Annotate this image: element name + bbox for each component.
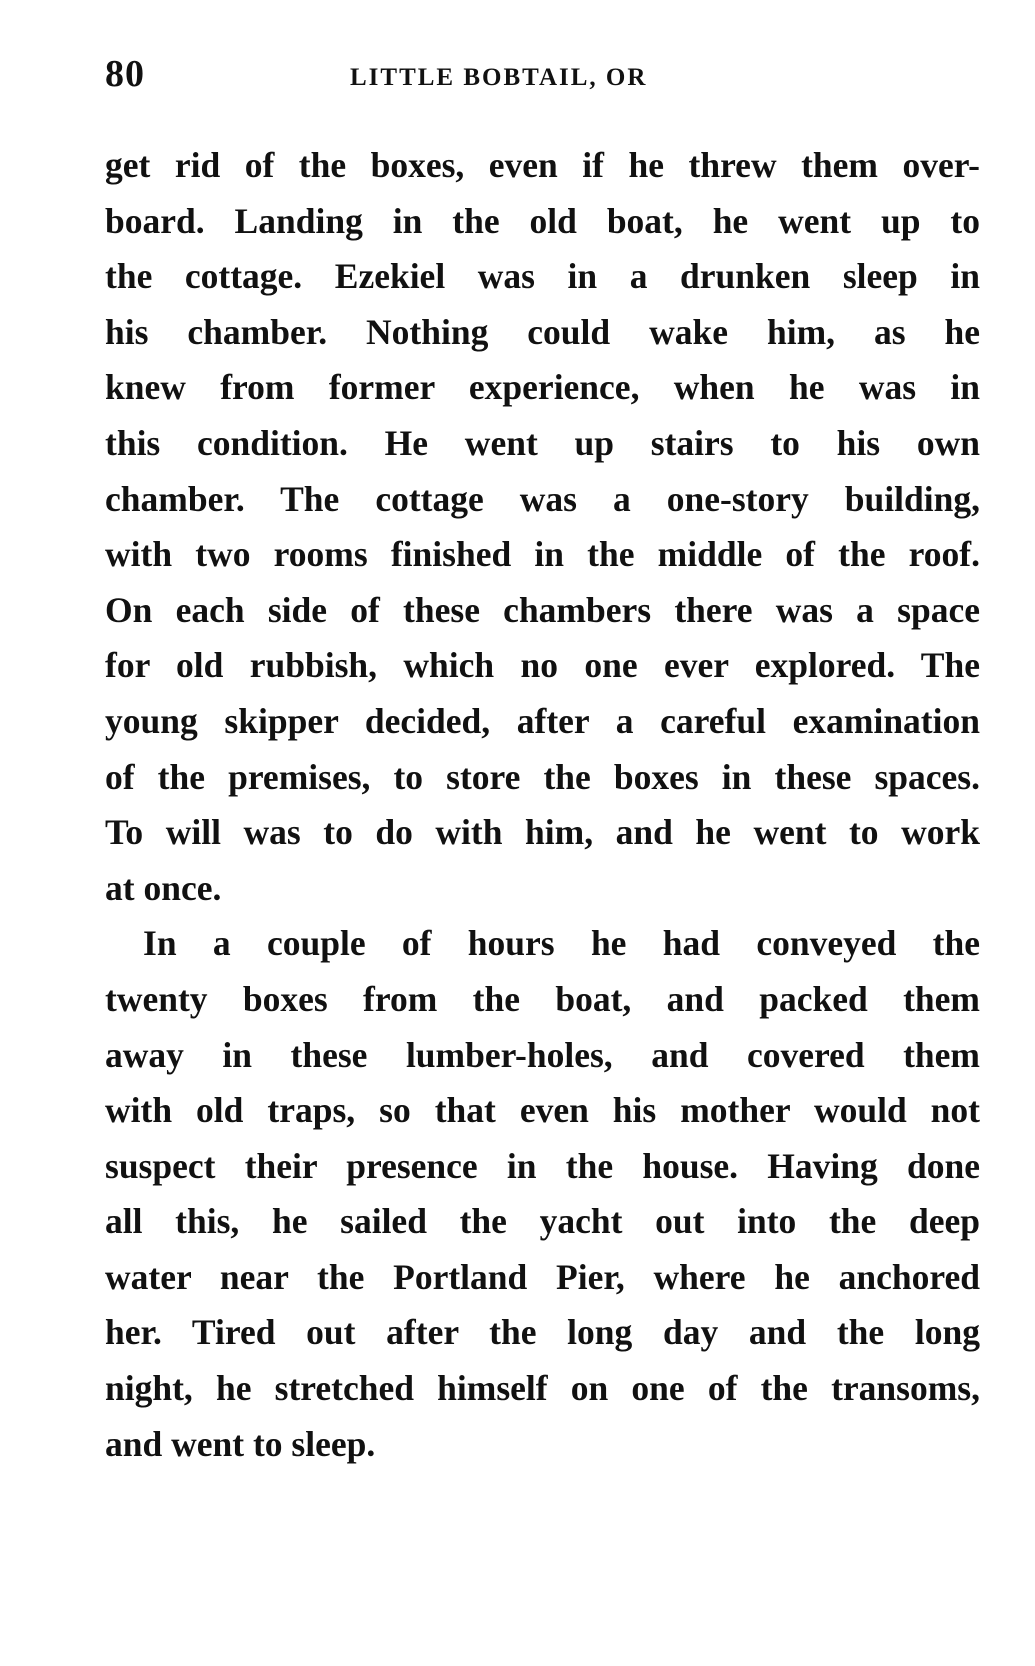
text-line: with old traps, so that even his mother would not xyxy=(105,1090,980,1131)
body-text xyxy=(105,138,980,1472)
text-line: suspect their presence in the house. Having done xyxy=(105,1145,980,1186)
text-line: In a couple of hours he had conveyed the xyxy=(143,923,980,964)
text-line: board. Landing in the old boat, he went up to xyxy=(105,200,980,241)
text-line: his chamber. Nothing could wake him, as he xyxy=(105,311,980,352)
text-line: all this, he sailed the yacht out into the deep xyxy=(105,1201,980,1242)
text-line: water near the Portland Pier, where he anchored xyxy=(105,1256,980,1297)
text-line: for old rubbish, which no one ever explored. The xyxy=(105,645,980,686)
text-line: young skipper decided, after a careful examination xyxy=(105,700,980,741)
text-line: chamber. The cottage was a one-story building, xyxy=(105,478,980,519)
paragraph xyxy=(105,138,980,916)
text-line: To will was to do with him, and he went to work xyxy=(105,812,980,853)
page-number: 80 xyxy=(105,53,145,95)
text-line: this condition. He went up stairs to his own xyxy=(105,422,980,463)
text-line: On each side of these chambers there was a space xyxy=(105,589,980,630)
text-line: night, he stretched himself on one of the transoms, xyxy=(105,1368,980,1409)
running-title: LITTLE BOBTAIL, OR xyxy=(350,64,648,91)
text-line: twenty boxes from the boat, and packed them xyxy=(105,978,980,1019)
text-line: of the premises, to store the boxes in these spaces. xyxy=(105,756,980,797)
text-line: her. Tired out after the long day and the long xyxy=(105,1312,980,1353)
text-line: the cottage. Ezekiel was in a drunken sleep in xyxy=(105,256,980,297)
text-line: at once. xyxy=(105,867,222,908)
paragraph xyxy=(105,916,980,1472)
text-line: get rid of the boxes, even if he threw them over- xyxy=(105,145,980,185)
text-line: with two rooms finished in the middle of the roof. xyxy=(105,534,980,575)
page-header xyxy=(105,52,985,102)
text-line: and went to sleep. xyxy=(105,1423,376,1464)
text-line: knew from former experience, when he was in xyxy=(105,367,980,408)
text-line: away in these lumber-holes, and covered them xyxy=(105,1034,980,1075)
